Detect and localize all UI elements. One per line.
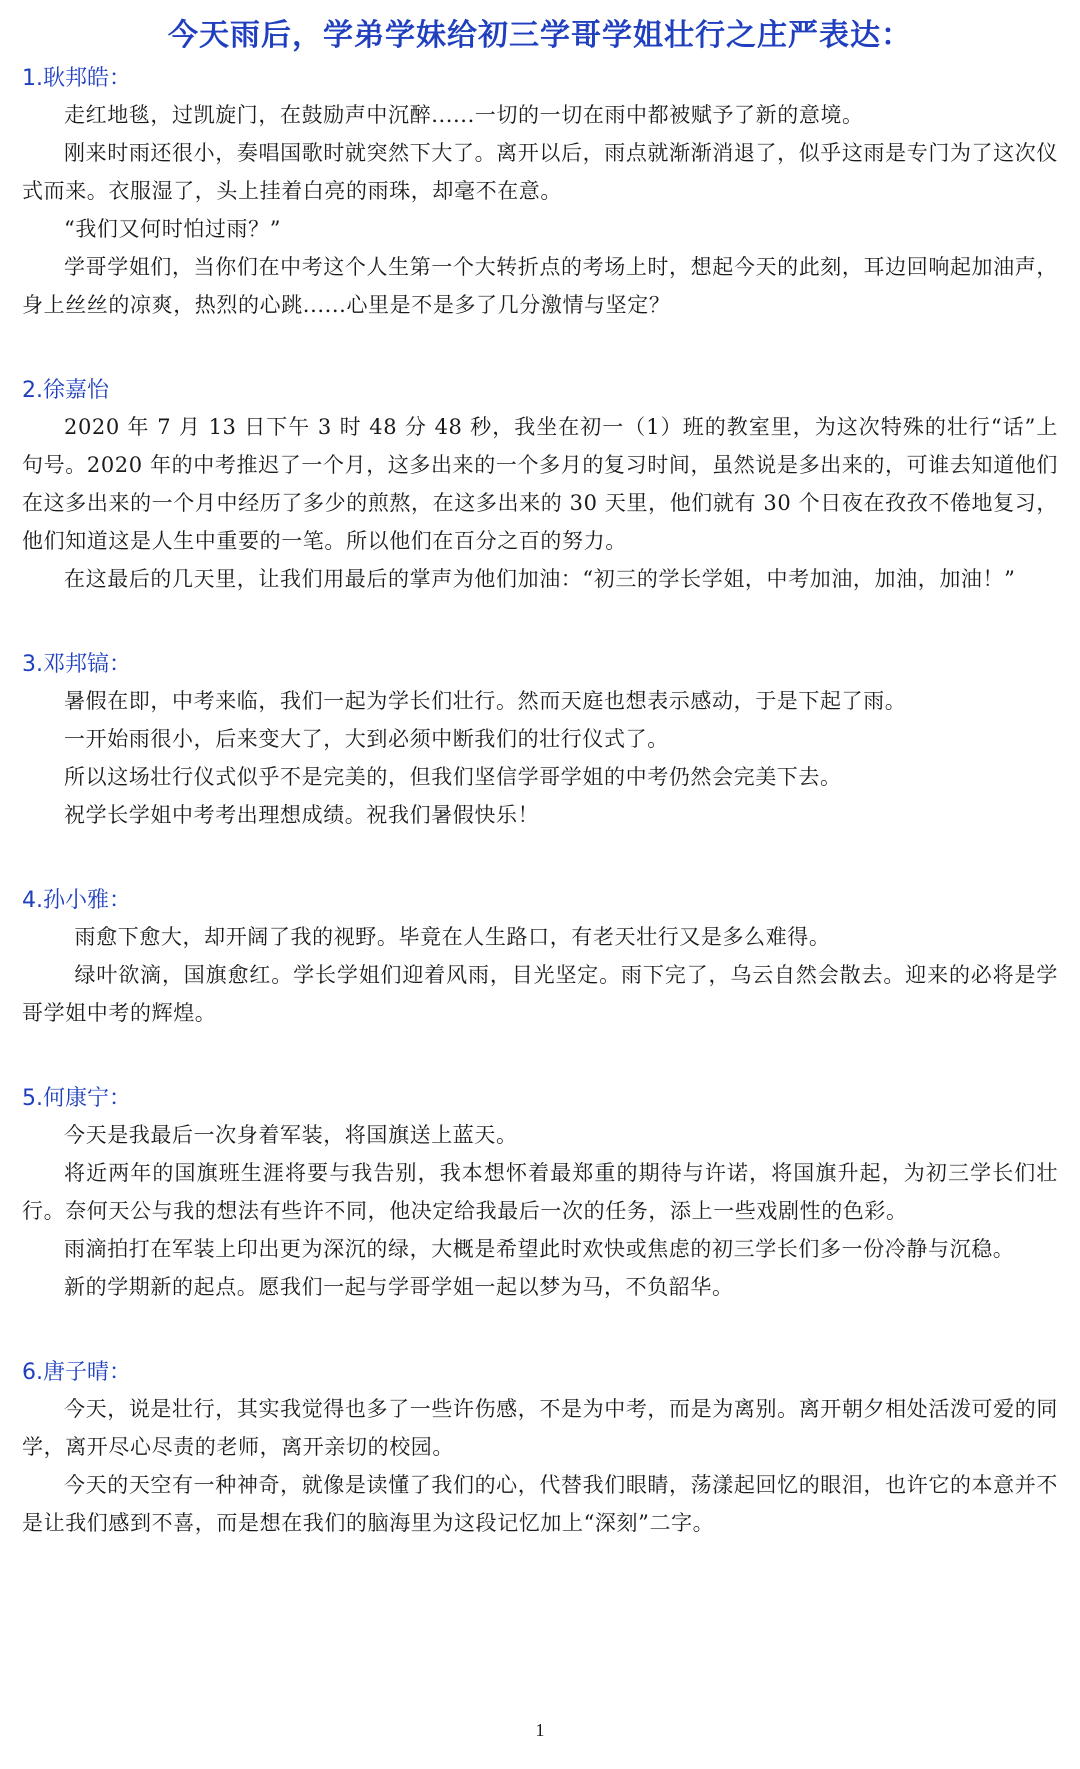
section-heading: 1.耿邦皓： <box>22 66 131 91</box>
section-6 <box>22 1356 1058 1542</box>
paragraph: 祝学长学姐中考考出理想成绩。祝我们暑假快乐！ <box>64 803 540 827</box>
paragraph: 一开始雨很小，后来变大了，大到必须中断我们的壮行仪式了。 <box>64 727 669 751</box>
page-title: 今天雨后，学弟学妹给初三学哥学姐壮行之庄严表达： <box>168 18 912 53</box>
section-heading: 6.唐子晴： <box>22 1360 131 1385</box>
paragraph: 今天的天空有一种神奇，就像是读懂了我们的心，代替我们眼睛，荡漾起回忆的眼泪，也许它的本意并不是让我们感到不喜，而是想在我们的脑海里为这段记忆加上“深刻”二字。 <box>22 1473 1058 1535</box>
paragraph: 在这最后的几天里，让我们用最后的掌声为他们加油：“初三的学长学姐，中考加油，加油，加油！” <box>64 567 1016 591</box>
section-gap <box>22 1306 1058 1346</box>
paragraph: 暑假在即，中考来临，我们一起为学长们壮行。然而天庭也想表示感动，于是下起了雨。 <box>64 689 907 713</box>
section-1 <box>22 62 1058 324</box>
paragraph: 今天，说是壮行，其实我觉得也多了一些许伤感，不是为中考，而是为离别。离开朝夕相处活泼可爱的同学，离开尽心尽责的老师，离开亲切的校园。 <box>22 1397 1058 1459</box>
section-4 <box>22 884 1058 1032</box>
paragraph: “我们又何时怕过雨？” <box>64 217 282 241</box>
paragraph: 将近两年的国旗班生涯将要与我告别，我本想怀着最郑重的期待与许诺，将国旗升起，为初三学长们壮行。奈何天公与我的想法有些许不同，他决定给我最后一次的任务，添上一些戏剧性的色彩。 <box>22 1161 1058 1223</box>
section-heading: 5.何康宁： <box>22 1086 131 1111</box>
paragraph: 走红地毯，过凯旋门，在鼓励声中沉醉......一切的一切在雨中都被赋予了新的意境。 <box>64 103 864 127</box>
section-heading: 2.徐嘉怡 <box>22 378 109 403</box>
section-5 <box>22 1082 1058 1306</box>
section-heading: 4.孙小雅： <box>22 888 131 913</box>
paragraph: 2020 年 7 月 13 日下午 3 时 48 分 48 秒，我坐在初一（1）班的教室里，为这次特殊的壮行“话”上句号。2020 年的中考推迟了一个月，这多出来的一个多月的复习时间，虽然说是多出来的，可谁去知道他们在这多出来的一个月中经历了多少的煎熬，在这多出来的 30 天里，他们就有 30 个日夜在孜孜不倦地复习，他们知道这是人生中重要的一笔。所以他们在百分之百的努力。 <box>22 415 1058 553</box>
section-heading: 3.邓邦镐： <box>22 652 131 677</box>
paragraph: 学哥学姐们，当你们在中考这个人生第一个大转折点的考场上时，想起今天的此刻，耳边回响起加油声，身上丝丝的凉爽，热烈的心跳......心里是不是多了几分激情与坚定？ <box>22 255 1058 317</box>
section-3 <box>22 648 1058 834</box>
paragraph: 所以这场壮行仪式似乎不是完美的，但我们坚信学哥学姐的中考仍然会完美下去。 <box>64 765 842 789</box>
page-number: 1 <box>535 1720 545 1740</box>
paragraph: 刚来时雨还很小，奏唱国歌时就突然下大了。离开以后，雨点就渐渐消退了，似乎这雨是专门为了这次仪式而来。衣服湿了，头上挂着白亮的雨珠，却毫不在意。 <box>22 141 1058 203</box>
section-gap <box>22 834 1058 874</box>
section-gap <box>22 324 1058 364</box>
paragraph: 雨滴拍打在军装上印出更为深沉的绿，大概是希望此时欢快或焦虑的初三学长们多一份冷静与沉稳。 <box>64 1237 1015 1261</box>
section-2 <box>22 374 1058 598</box>
paragraph: 雨愈下愈大，却开阔了我的视野。毕竟在人生路口，有老天壮行又是多么难得。 <box>74 925 831 949</box>
paragraph: 绿叶欲滴，国旗愈红。学长学姐们迎着风雨，目光坚定。雨下完了，乌云自然会散去。迎来的必将是学哥学姐中考的辉煌。 <box>22 963 1058 1025</box>
section-gap <box>22 598 1058 638</box>
paragraph: 今天是我最后一次身着军装，将国旗送上蓝天。 <box>64 1123 518 1147</box>
paragraph: 新的学期新的起点。愿我们一起与学哥学姐一起以梦为马，不负韶华。 <box>64 1275 734 1299</box>
section-gap <box>22 1032 1058 1072</box>
